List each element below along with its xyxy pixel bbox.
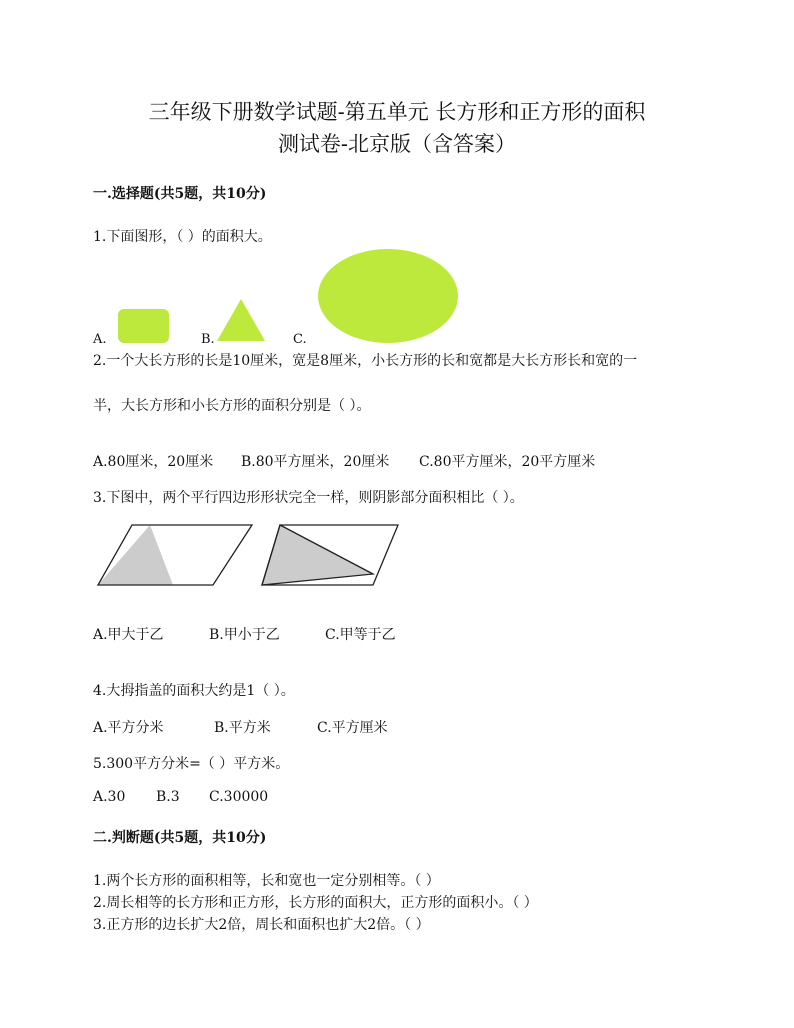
section-heading-choice: 一.选择题(共5题，共10分) bbox=[93, 186, 267, 202]
question-3: 3.下图中，两个平行四边形形状完全一样，则阴影部分面积相比（ ）。 bbox=[93, 490, 524, 506]
question-2-line1: 2.一个大长方形的长是10厘米，宽是8厘米，小长方形的长和宽都是大长方形长和宽的一 bbox=[93, 353, 638, 369]
q1-label-a: A. bbox=[93, 332, 107, 347]
page-title-line1: 三年级下册数学试题-第五单元 长方形和正方形的面积 bbox=[148, 100, 646, 124]
q5-option-c: C.30000 bbox=[209, 789, 269, 805]
q2-option-b: B.80平方厘米，20厘米 bbox=[241, 454, 390, 470]
q5-option-a: A.30 bbox=[93, 789, 126, 805]
parallelogram-figure-yi bbox=[258, 522, 418, 588]
question-2-line2: 半，大长方形和小长方形的面积分别是（ ）。 bbox=[93, 398, 371, 414]
ellipse-shape bbox=[317, 248, 459, 344]
q2-option-a: A.80厘米，20厘米 bbox=[93, 454, 214, 470]
q3-option-b: B.甲小于乙 bbox=[209, 627, 280, 643]
q4-option-c: C.平方厘米 bbox=[317, 720, 388, 736]
q5-option-b: B.3 bbox=[156, 789, 180, 805]
q3-option-a: A.甲大于乙 bbox=[93, 627, 164, 643]
q2-option-c: C.80平方厘米，20平方厘米 bbox=[419, 454, 596, 470]
q4-option-b: B.平方米 bbox=[214, 720, 271, 736]
triangle-shape bbox=[215, 297, 267, 343]
rounded-rectangle-shape bbox=[118, 309, 169, 343]
question-5: 5.300平方分米=（ ）平方米。 bbox=[93, 756, 290, 772]
question-4: 4.大拇指盖的面积大约是1（ ）。 bbox=[93, 683, 295, 699]
judgement-item-3: 3.正方形的边长扩大2倍，周长和面积也扩大2倍。（ ） bbox=[93, 917, 430, 933]
judgement-item-1: 1.两个长方形的面积相等，长和宽也一定分别相等。（ ） bbox=[93, 873, 440, 889]
page-title-line2: 测试卷-北京版（含答案） bbox=[277, 132, 517, 156]
question-1: 1.下面图形，（ ）的面积大。 bbox=[93, 229, 272, 245]
q1-label-b: B. bbox=[201, 332, 215, 347]
q1-label-c: C. bbox=[293, 332, 307, 347]
q3-option-c: C.甲等于乙 bbox=[325, 627, 396, 643]
section-heading-judgement: 二.判断题(共5题，共10分) bbox=[93, 830, 267, 846]
judgement-item-2: 2.周长相等的长方形和正方形，长方形的面积大，正方形的面积小。（ ） bbox=[93, 895, 538, 911]
q4-option-a: A.平方分米 bbox=[93, 720, 164, 736]
